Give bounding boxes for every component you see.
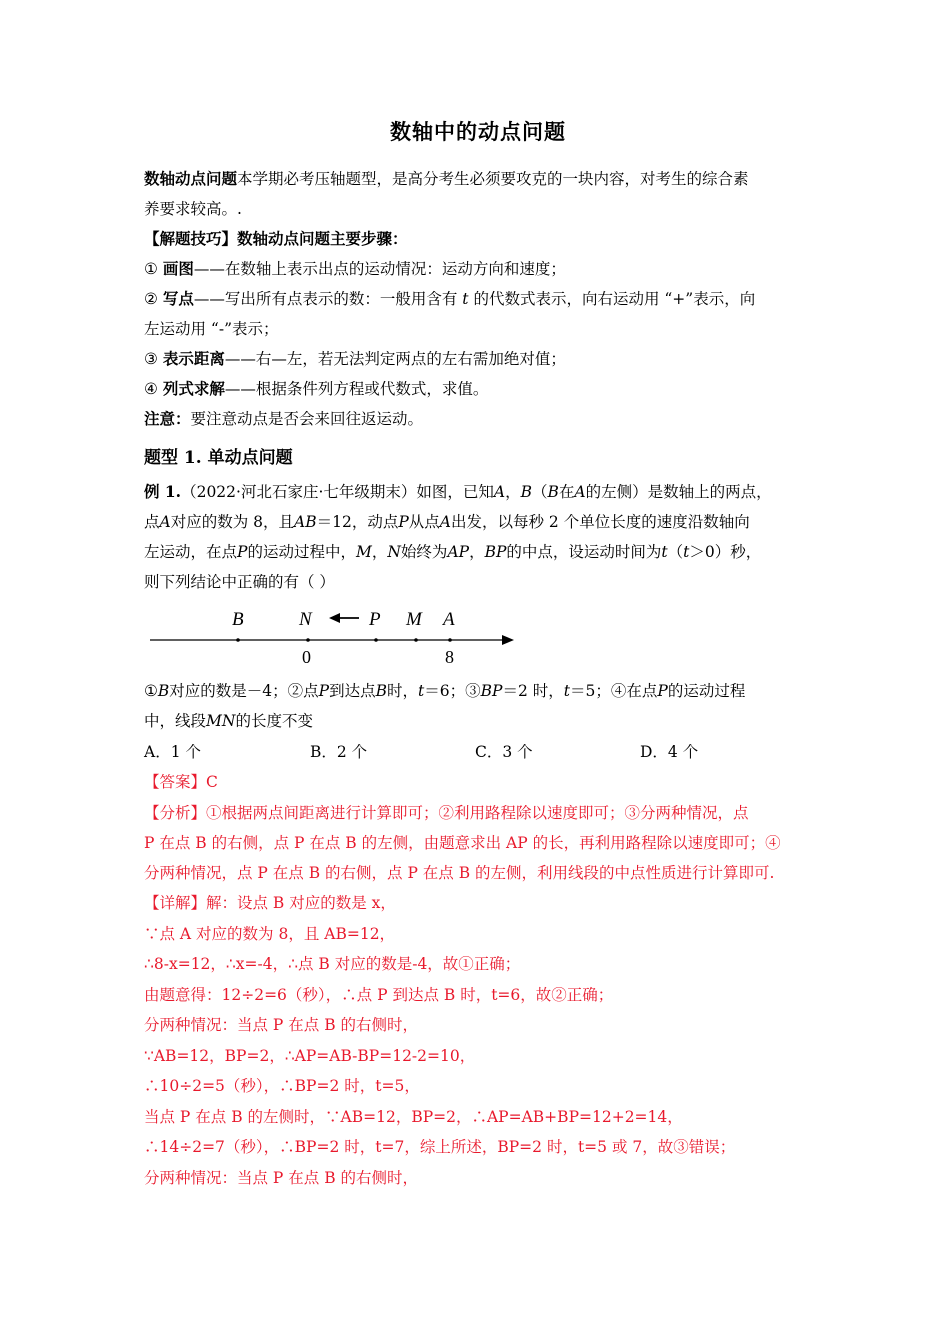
step-3 <box>144 349 566 369</box>
intro-bold: 数轴动点问题 <box>144 169 238 188</box>
example-text: 的运动过程中， <box>247 543 356 561</box>
example-line-3 <box>144 542 761 562</box>
analysis-line-1: 【分析】①根据两点间距离进行计算即可；②利用路程除以速度即可；③分两种情况，点 <box>144 804 749 822</box>
step-2-text-1: ——写出所有点表示的数：一般用含有 <box>193 290 463 308</box>
number-line-figure <box>144 600 524 672</box>
var-t: t <box>563 682 570 700</box>
var-n: N <box>387 543 401 561</box>
example-text: 左运动，在点 <box>144 543 238 561</box>
example-text: 出发，以每秒 2 个单位长度的速度沿数轴向 <box>451 513 750 531</box>
var-a: A <box>574 483 586 501</box>
var-t: t <box>683 543 690 561</box>
step-1-text: ——在数轴上表示出点的运动情况：运动方向和速度； <box>193 260 566 278</box>
var-ap: AP <box>447 543 470 561</box>
solution-line-3: ∴8-x=12，∴x=-4，∴点 B 对应的数是-4，故①正确； <box>144 955 521 973</box>
stmt-text: 的运动过程 <box>667 682 746 700</box>
page-title: 数轴中的动点问题 <box>390 119 566 144</box>
stmt-text: 中，线段 <box>144 712 207 730</box>
example-text: 的左侧）是数轴上的两点， <box>585 483 772 501</box>
statements-line-2 <box>144 711 313 731</box>
step-1-num: ① <box>144 260 158 278</box>
label-n: N <box>299 609 312 630</box>
var-a: A <box>439 513 451 531</box>
step-4-num: ④ <box>144 380 158 398</box>
analysis-line-3: 分两种情况，点 P 在点 B 的右侧，点 P 在点 B 的左侧，利用线段的中点性质进行计算即可. <box>144 864 775 882</box>
example-text: （2022·河北石家庄·七年级期末）如图，已知 <box>181 483 494 501</box>
motion-arrow-icon <box>329 613 340 623</box>
punct: （ <box>667 543 684 561</box>
example-line-2 <box>144 512 750 532</box>
step-1-bold: 画图 <box>162 259 194 278</box>
var-ab: AB <box>294 513 317 531</box>
point-m-dot <box>414 638 418 642</box>
label-m: M <box>406 609 422 630</box>
step-1 <box>144 259 566 279</box>
solution-line-9: ∴14÷2=7（秒），∴BP=2 时，t=7，综上所述，BP=2 时，t=5 或 7，故③错误； <box>144 1138 736 1156</box>
step-3-num: ③ <box>144 350 158 368</box>
solution-line-5: 分两种情况：当点 P 在点 B 的右侧时， <box>144 1016 419 1034</box>
punct: ， <box>469 543 485 561</box>
stmt-text: 对应的数是－4；②点 <box>169 682 319 700</box>
step-3-bold: 表示距离 <box>162 349 225 368</box>
step-4-bold: 列式求解 <box>162 379 225 398</box>
point-b-dot <box>236 638 240 642</box>
option-b[interactable]: B．2 个 <box>310 743 368 761</box>
example-text: 始终为 <box>400 543 448 561</box>
option-d[interactable]: D．4 个 <box>640 743 699 761</box>
label-b: B <box>232 609 244 630</box>
solution-line-4: 由题意得：12÷2=6（秒），∴点 P 到达点 B 时，t=6，故②正确； <box>144 986 614 1004</box>
note-text: 要注意动点是否会来回往返运动。 <box>190 410 424 428</box>
var-b: B <box>547 483 559 501</box>
analysis-line-2: P 在点 B 的右侧，点 P 在点 B 的左侧，由题意求出 AP 的长，再利用路程除以速度即可；④ <box>144 834 781 852</box>
label-p: P <box>369 609 381 630</box>
var-t: t <box>661 543 668 561</box>
solution-line-8: 当点 P 在点 B 的左侧时，∵AB=12，BP=2，∴AP=AB+BP=12+2=14， <box>144 1108 683 1126</box>
var-b: B <box>157 682 170 700</box>
var-bp: BP <box>480 682 503 700</box>
var-t: t <box>418 682 425 700</box>
punct: ， <box>505 483 521 501</box>
punct: （ <box>532 483 548 501</box>
example-text: 在 <box>558 483 575 501</box>
example-text: 的中点，设运动时间为 <box>506 543 662 561</box>
options-row <box>144 742 812 762</box>
step-2-cont: 左运动用 “-”表示； <box>144 320 279 338</box>
step-4 <box>144 379 488 399</box>
point-a-dot <box>448 638 452 642</box>
stmt-text: ＝2 时， <box>502 682 564 700</box>
var-a: A <box>159 513 171 531</box>
solution-line-7: ∴10÷2=5（秒），∴BP=2 时，t=5， <box>144 1077 420 1095</box>
tips-heading: 【解题技巧】数轴动点问题主要步骤： <box>144 229 408 248</box>
intro-text-1: 本学期必考压轴题型，是高分考生必须要攻克的一块内容，对考生的综合素 <box>237 170 749 188</box>
var-b: B <box>375 682 388 700</box>
intro-line-1 <box>144 169 749 189</box>
note <box>144 409 423 429</box>
var-m: M <box>355 543 372 561</box>
note-bold: 注意： <box>144 409 191 428</box>
step-3-text: ——右—左，若无法判定两点的左右需加绝对值； <box>224 350 566 368</box>
example-text: 从点 <box>408 513 440 531</box>
stmt-text: ① <box>144 682 158 700</box>
step-4-text: ——根据条件列方程或代数式，求值。 <box>224 380 489 398</box>
solution-line-1: 【详解】解：设点 B 对应的数是 x， <box>144 894 396 912</box>
statements-line-1 <box>144 681 745 701</box>
step-2-bold: 写点 <box>162 289 194 308</box>
var-p: P <box>657 682 668 700</box>
tick-label-0: 0 <box>302 647 311 667</box>
example-text: 对应的数为 8，且 <box>170 513 295 531</box>
option-a[interactable]: A．1 个 <box>144 743 201 761</box>
solution-line-6: ∵AB=12，BP=2，∴AP=AB-BP=12-2=10， <box>144 1047 476 1065</box>
var-mn: MN <box>206 712 236 730</box>
var-bp: BP <box>484 543 507 561</box>
var-p: P <box>318 682 330 700</box>
example-text: ＞0）秒， <box>689 543 762 561</box>
var-p: P <box>398 513 409 531</box>
example-line-1 <box>144 482 772 502</box>
tick-label-8: 8 <box>445 647 454 667</box>
step-2-var: t <box>462 290 469 308</box>
point-n-dot <box>306 638 310 642</box>
example-line-4: 则下列结论中正确的有（ ） <box>144 573 335 591</box>
solution-line-2: ∵点 A 对应的数为 8，且 AB=12， <box>144 925 396 943</box>
axis-arrowhead <box>502 635 514 645</box>
step-2-num: ② <box>144 290 158 308</box>
answer: 【答案】C <box>144 773 218 791</box>
example-text: 点 <box>144 513 160 531</box>
var-a: A <box>493 483 506 501</box>
stmt-text: 到达点 <box>329 682 376 700</box>
example-text: ＝12，动点 <box>316 513 399 531</box>
stmt-text: ＝6；③ <box>424 682 481 700</box>
stmt-text: 时， <box>387 682 419 700</box>
intro-line-2: 养要求较高。. <box>144 200 242 218</box>
stmt-text: 的长度不变 <box>235 712 313 730</box>
label-a: A <box>443 609 455 630</box>
example-label: 例 1. <box>144 482 182 501</box>
step-2 <box>144 289 755 309</box>
punct: ， <box>371 543 388 561</box>
step-2-text-2: 的代数式表示，向右运动用 “+”表示，向 <box>468 290 756 308</box>
var-p: P <box>237 543 248 561</box>
var-b: B <box>520 483 532 501</box>
section-heading: 题型 1. 单动点问题 <box>144 448 293 468</box>
stmt-text: ＝5；④在点 <box>570 682 658 700</box>
option-c[interactable]: C．3 个 <box>475 743 533 761</box>
point-p-dot <box>374 638 378 642</box>
solution-line-10: 分两种情况：当点 P 在点 B 的右侧时， <box>144 1169 419 1187</box>
